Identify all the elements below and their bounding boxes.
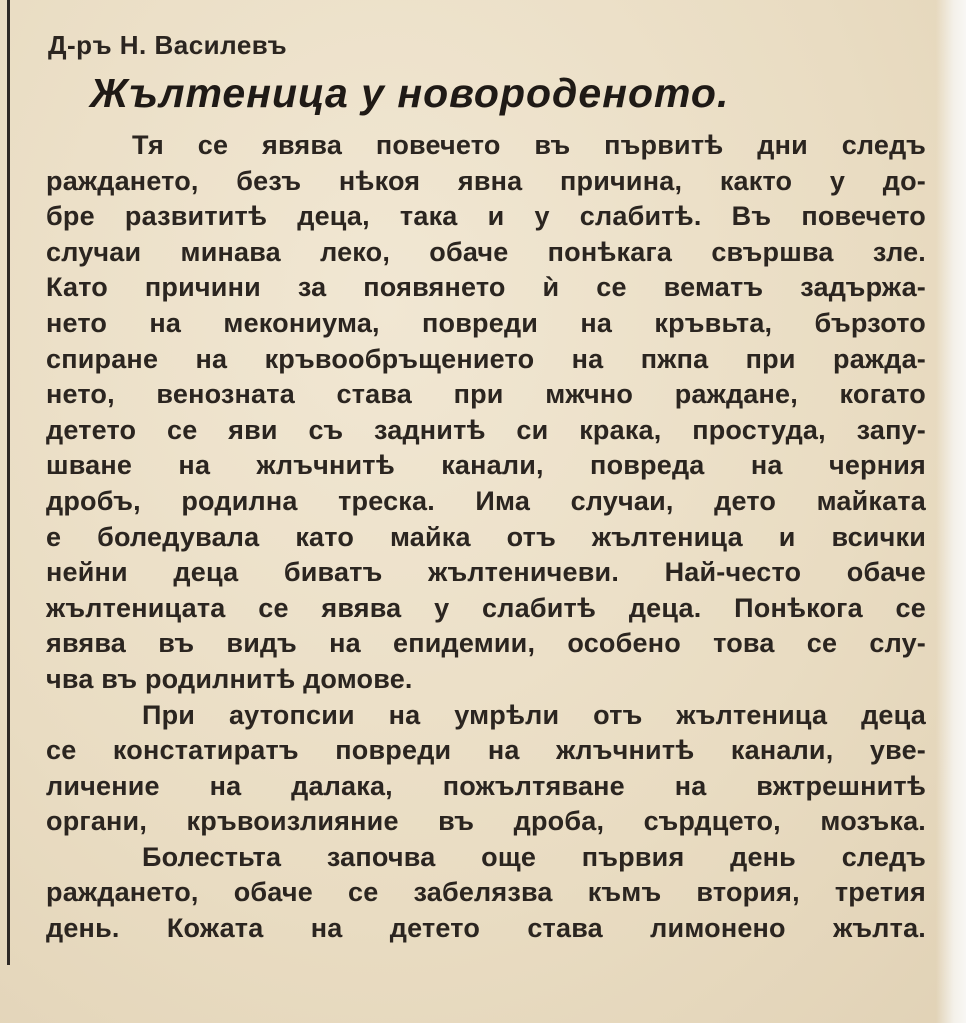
- text-line: спиране на кръвообръщението на пжпа при ражда-: [46, 343, 926, 374]
- column-rule: [7, 0, 10, 965]
- text-line: При аутопсии на умрѣли отъ жълтеница деца: [142, 699, 926, 730]
- text-line: случаи минава леко, обаче понѣкага свършва зле.: [46, 236, 926, 267]
- text-line: се констатиратъ повреди на жлъчнитѣ канали, уве-: [46, 735, 926, 766]
- text-line: нето на мекониума, повреди на кръвьта, бързото: [46, 307, 926, 338]
- text-line: Болестьта започва още първия день следъ: [142, 841, 926, 872]
- text-line: личение на далака, пожълтяване на вжтрешнитѣ: [46, 770, 926, 801]
- text-line: шване на жлъчнитѣ канали, повреда на черния: [46, 450, 926, 481]
- text-line: бре развититѣ деца, така и у слабитѣ. Въ повечето: [46, 201, 926, 232]
- text-line: е боледувала като майка отъ жълтеница и всички: [46, 521, 926, 552]
- text-line: явява въ видъ на епидемии, особено това се слу-: [46, 628, 926, 659]
- text-line: нето, венозната става при мжчно раждане, когато: [46, 379, 926, 410]
- text-line: день. Кожата на детето става лимонено жълта.: [46, 913, 926, 944]
- text-line: чва въ родилнитѣ домове.: [46, 663, 413, 694]
- article-title: Жълтеница у новороденото.: [90, 70, 730, 116]
- text-line: дробъ, родилна треска. Има случаи, дето майката: [46, 485, 926, 516]
- text-line: жълтеницата се явява у слабитѣ деца. Понѣкога се: [46, 592, 926, 623]
- text-line: органи, кръвоизлияние въ дроба, сърдцето, мозъка.: [46, 806, 926, 837]
- text-line: Тя се явява повечето въ първитѣ дни следъ: [132, 130, 926, 160]
- text-line: детето се яви съ заднитѣ си крака, простуда, запу-: [46, 414, 926, 445]
- author-byline: Д-ръ Н. Василевъ: [48, 30, 288, 60]
- article-body: [46, 128, 926, 947]
- text-line: раждането, обаче се забелязва къмъ втория, третия: [46, 877, 926, 908]
- text-line: раждането, безъ нѣкоя явна причина, както у до-: [46, 165, 926, 196]
- text-line: нейни деца биватъ жълтеничеви. Най-често обаче: [46, 557, 926, 588]
- text-line: Като причини за появянето ѝ се вематъ задържа-: [46, 272, 926, 303]
- page-edge: [936, 0, 966, 1023]
